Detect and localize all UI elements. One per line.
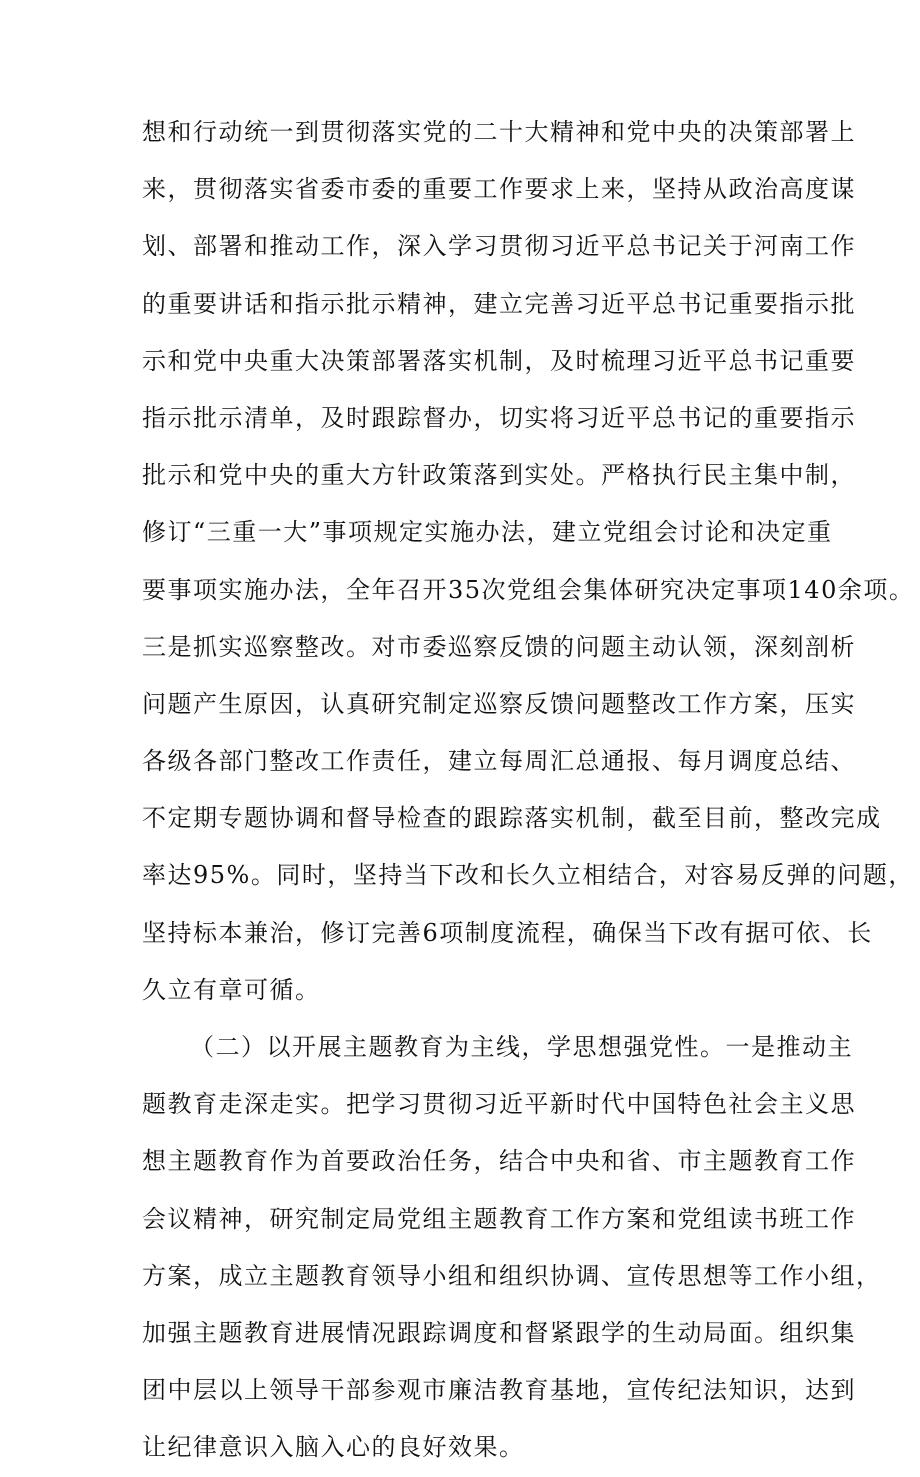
text-line: 想主题教育作为首要政治任务，结合中央和省、市主题教育工作: [142, 1147, 856, 1176]
text-line: 会议精神，研究制定局党组主题教育工作方案和党组读书班工作: [142, 1204, 856, 1233]
text-line: 团中层以上领导干部参观市廉洁教育基地，宣传纪法知识，达到: [142, 1376, 856, 1405]
text-line: 的重要讲话和指示批示精神，建立完善习近平总书记重要指示批: [142, 289, 856, 318]
text-line: 问题产生原因，认真研究制定巡察反馈问题整改工作方案，压实: [142, 689, 856, 718]
body-text: [142, 104, 915, 1477]
text-line: 不定期专题协调和督导检查的跟踪落实机制，截至目前，整改完成: [142, 804, 882, 833]
text-line: 想和行动统一到贯彻落实党的二十大精神和党中央的决策部署上: [142, 118, 856, 146]
text-line: 三是抓实巡察整改。对市委巡察反馈的问题主动认领，深刻剖析: [142, 632, 856, 661]
text-line: 率达95%。同时，坚持当下改和长久立相结合，对容易反弹的问题，: [142, 861, 914, 890]
text-line: 划、部署和推动工作，深入学习贯彻习近平总书记关于河南工作: [142, 232, 856, 261]
text-line: 坚持标本兼治，修订完善6项制度流程，确保当下改有据可依、长: [142, 918, 873, 947]
text-line: 指示批示清单，及时跟踪督办，切实将习近平总书记的重要指示: [142, 403, 856, 432]
text-line: 示和党中央重大决策部署落实机制，及时梳理习近平总书记重要: [142, 346, 856, 375]
text-line: 要事项实施办法，全年召开35次党组会集体研究决定事项140余项。: [142, 575, 915, 604]
paragraph-end-line: 让纪律意识入脑入心的良好效果。: [142, 1433, 525, 1462]
text-line: 来，贯彻落实省委市委的重要工作要求上来，坚持从政治高度谋: [142, 175, 856, 204]
text-line: 修订“三重一大”事项规定实施办法，建立党组会讨论和决定重: [142, 518, 833, 547]
section-heading-line: （二）以开展主题教育为主线，学思想强党性。一是推动主: [190, 1033, 853, 1061]
text-line: 题教育走深走实。把学习贯彻习近平新时代中国特色社会主义思: [142, 1090, 856, 1119]
text-line: 各级各部门整改工作责任，建立每周汇总通报、每月调度总结、: [142, 747, 856, 776]
text-line: 方案，成立主题教育领导小组和组织协调、宣传思想等工作小组，: [142, 1261, 882, 1290]
paragraph-end-line: 久立有章可循。: [142, 975, 321, 1004]
text-line: 加强主题教育进展情况跟踪调度和督紧跟学的生动局面。组织集: [142, 1318, 856, 1347]
text-line: 批示和党中央的重大方针政策落到实处。严格执行民主集中制，: [142, 461, 856, 490]
